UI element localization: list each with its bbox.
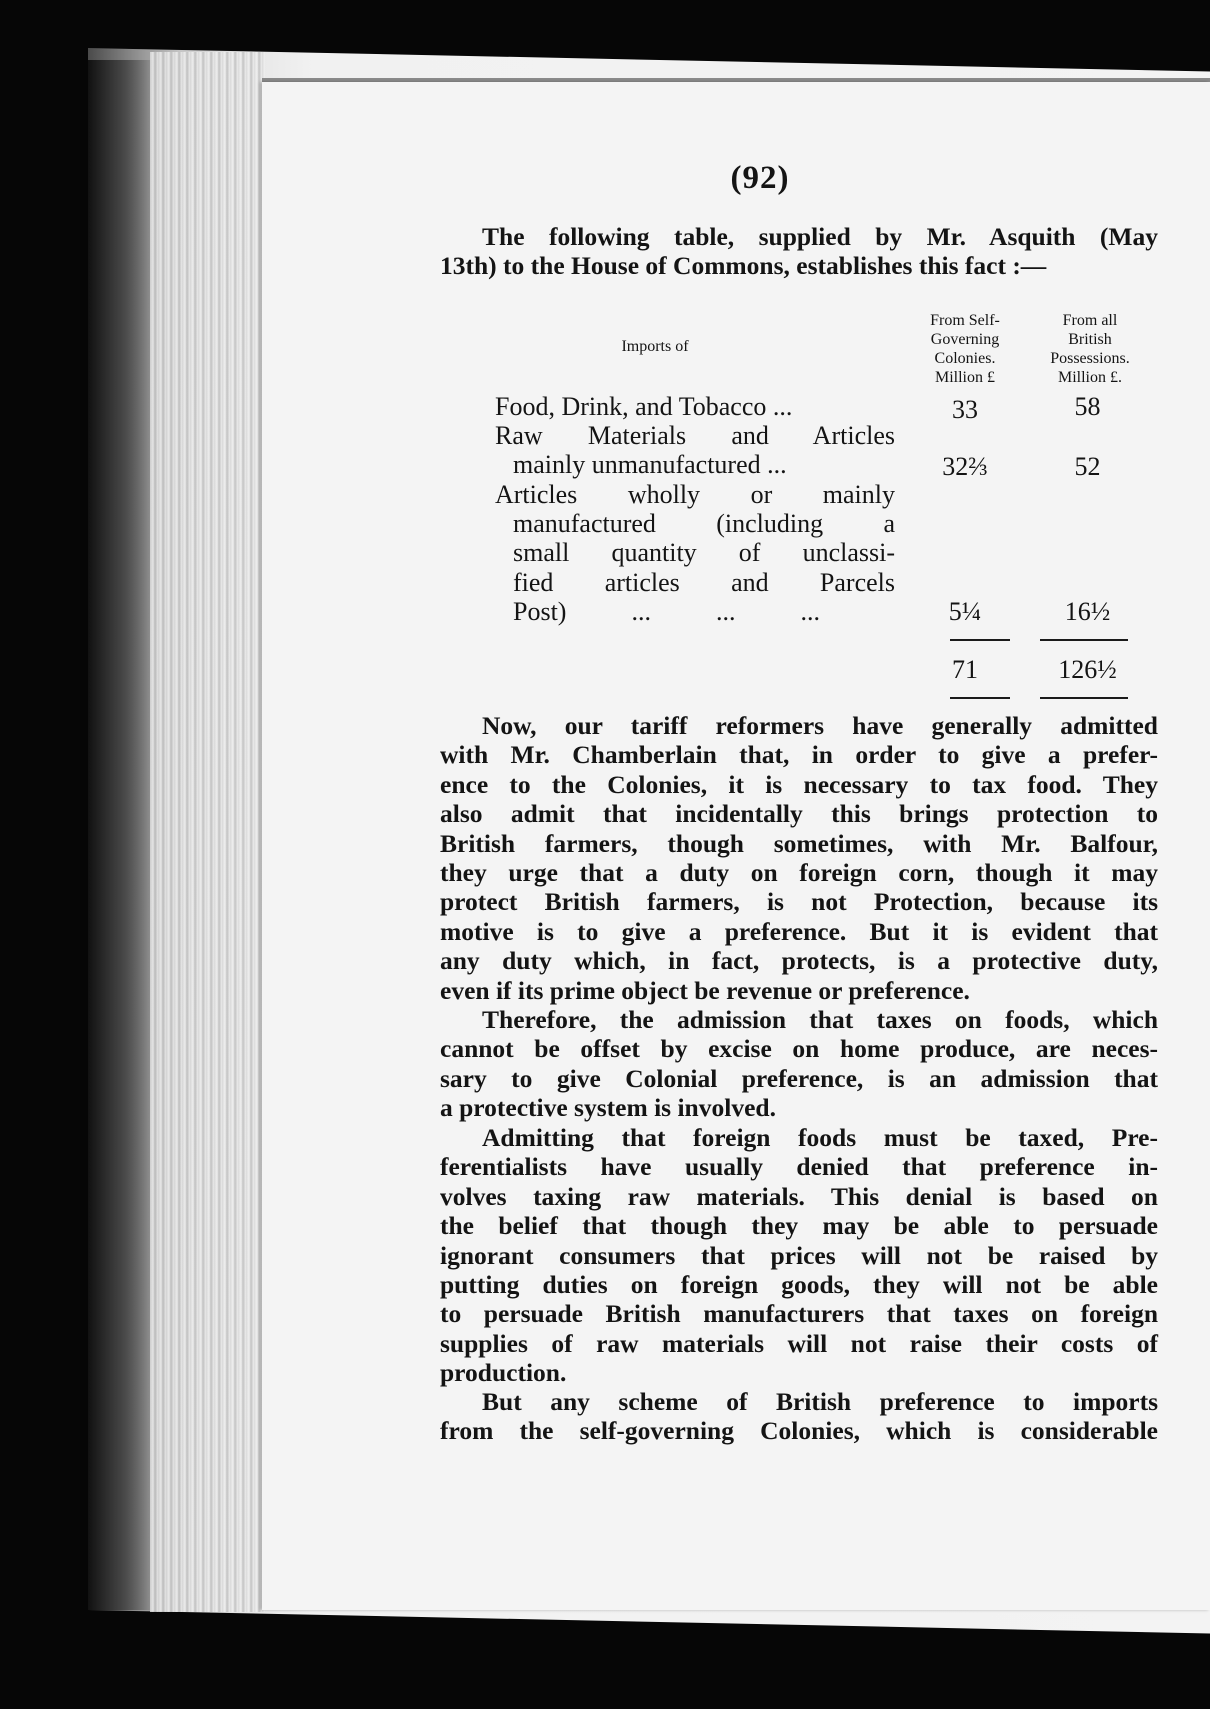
text-line: sary to give Colonial preference, is an admission that (440, 1063, 1158, 1093)
binding-shadow (88, 60, 158, 1610)
text-line: putting duties on foreign goods, they will not be able (440, 1270, 1158, 1300)
header-line: Million £. (1057, 369, 1122, 386)
row-line: fied articles and Parcels (513, 567, 895, 597)
text-line: ignorant consumers that prices will not be raised by (440, 1240, 1158, 1270)
table-row-label (495, 421, 895, 479)
row-line: Raw Materials and Articles (495, 421, 895, 450)
text-line: motive is to give a preference. But it is evident that (440, 916, 1158, 946)
header-line: Colonies. (934, 350, 996, 367)
text-line: ferentialists have usually denied that preference in- (440, 1152, 1158, 1182)
sum-rule (950, 639, 1010, 641)
text-line: volves taxing raw materials. This denial is based on (440, 1181, 1158, 1211)
text-line: they urge that a duty on foreign corn, though it may (440, 858, 1158, 888)
header-line: From all (1062, 312, 1118, 329)
header-line: British (1068, 331, 1112, 348)
text-line: the belief that though they may be able to persuade (440, 1211, 1158, 1241)
page-number: (92) (730, 160, 790, 196)
text-line: But any scheme of British preference to imports (482, 1387, 1158, 1416)
sum-rule (1040, 639, 1128, 641)
table-cell: 33 (952, 395, 978, 424)
row-line: small quantity of unclassi- (513, 538, 895, 568)
text-line: Now, our tariff reformers have generally admitted (482, 711, 1158, 740)
table-header-all-british (1030, 311, 1150, 387)
text-line: even if its prime object be revenue or preference. (440, 975, 970, 1005)
text-line: to persuade British manufacturers that taxes on foreign (440, 1299, 1158, 1329)
row-line: manufactured (including a (513, 509, 895, 539)
text-line: any duty which, in fact, protects, is a protective duty, (440, 946, 1158, 976)
text-line: also admit that incidentally this brings protection to (440, 799, 1158, 829)
text-line: supplies of raw materials will not raise their costs of (440, 1328, 1158, 1358)
table-total: 71 (952, 655, 978, 684)
table-cell: 52 (1074, 452, 1101, 481)
header-line: From Self- (930, 312, 1000, 329)
header-line: Governing (930, 331, 1000, 348)
table-cell: 16½ (1064, 597, 1111, 626)
header-line: Possessions. (1050, 350, 1130, 367)
row-line: mainly unmanufactured ... (513, 450, 787, 480)
table-cell: 5¼ (948, 597, 982, 626)
table-row-label (495, 480, 895, 626)
table-cell: 32⅔ (942, 452, 988, 481)
text-line: ence to the Colonies, it is necessary to tax food. They (440, 769, 1158, 799)
body-paragraph (440, 1123, 1158, 1388)
sum-rule (950, 697, 1010, 699)
text-line: Admitting that foreign foods must be taxed, Pre- (482, 1123, 1158, 1152)
table-header-imports: Imports of (621, 338, 689, 355)
header-line: Million £ (934, 369, 995, 386)
text-line: 13th) to the House of Commons, establishes this fact :— (440, 251, 1047, 281)
row-line: Articles wholly or mainly (495, 480, 895, 509)
row-line: Post) ... ... ... (513, 596, 820, 626)
body-paragraph (440, 1005, 1158, 1123)
row-line: Food, Drink, and Tobacco ... (495, 392, 793, 421)
table-cell: 58 (1074, 392, 1101, 421)
body-paragraph (440, 1387, 1158, 1446)
table-row-label (495, 392, 895, 421)
text-line: protect British farmers, is not Protection, because its (440, 887, 1158, 917)
intro-paragraph (440, 222, 1158, 281)
text-line: cannot be offset by excise on home produce, are neces- (440, 1034, 1158, 1064)
body-paragraph (440, 711, 1158, 1005)
text-line: British farmers, though sometimes, with Mr. Balfour, (440, 828, 1158, 858)
sum-rule (1040, 697, 1128, 699)
text-line: Therefore, the admission that taxes on foods, which (482, 1005, 1158, 1034)
table-total: 126½ (1058, 655, 1117, 684)
text-line: production. (440, 1358, 567, 1388)
text-line: a protective system is involved. (440, 1093, 776, 1123)
text-line: The following table, supplied by Mr. Asquith (May (482, 222, 1158, 251)
text-line: from the self-governing Colonies, which is considerable (440, 1416, 1158, 1446)
text-line: with Mr. Chamberlain that, in order to give a prefer- (440, 740, 1158, 770)
page-edges (150, 52, 265, 1612)
table-header-self-governing (900, 311, 1030, 387)
